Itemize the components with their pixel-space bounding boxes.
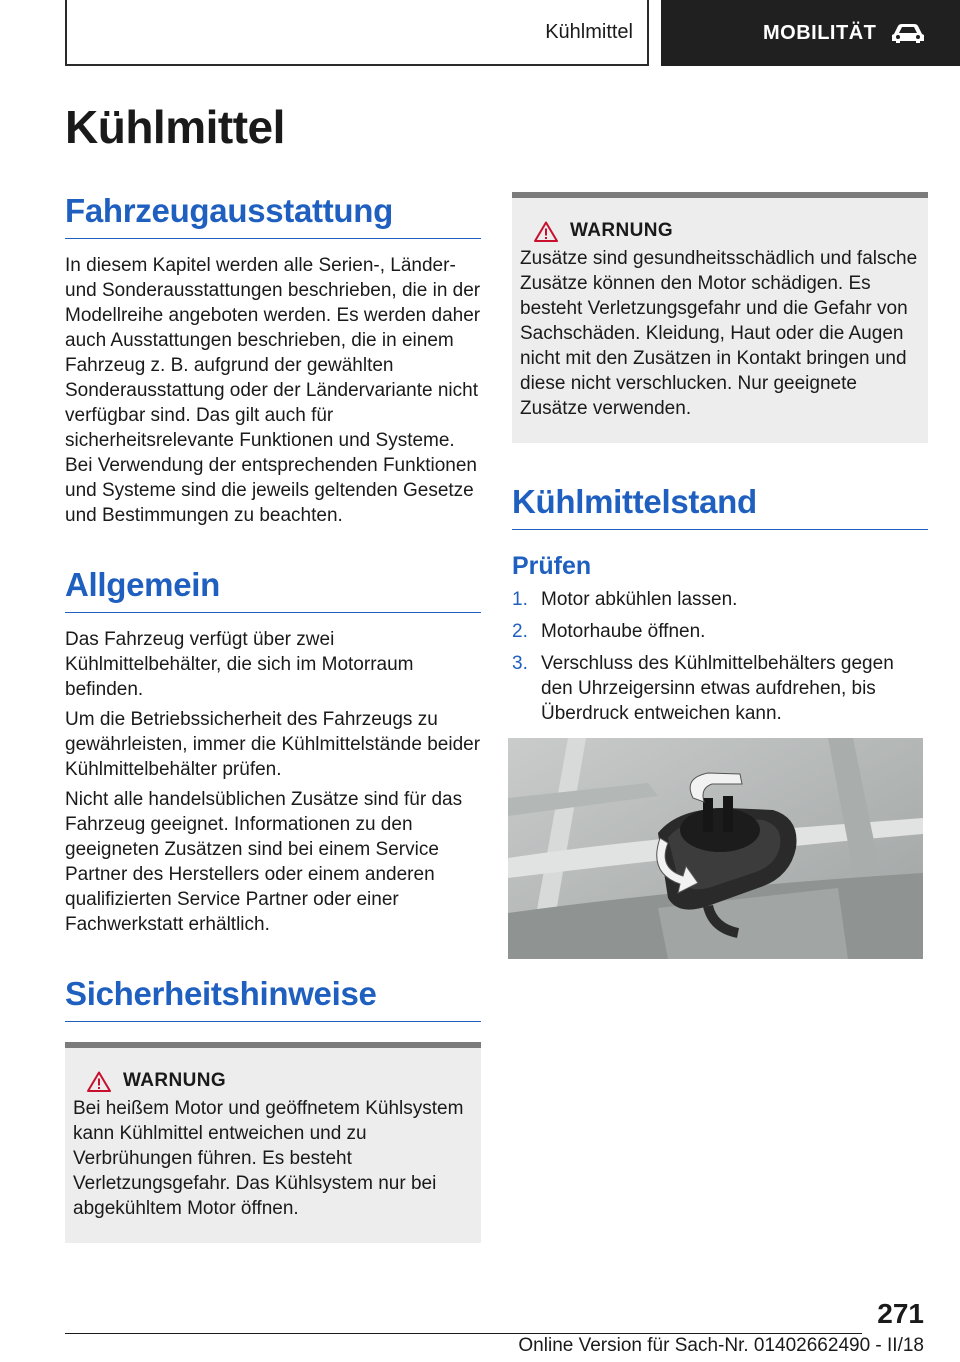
paragraph-equipment: In diesem Kapitel werden alle Serien-, Länder- und Sonderausstattungen beschrieben, die in der Modellreihe angeboten werden. Es werden daher auch Ausstattungen beschrieben, die in einem Fahrzeug z. B. aufgrund der gewählten Sonderausstattung oder der Ländervariante nicht verfügbar sind. Das gilt auch für sicherheitsrelevante Funktionen und Systeme. Bei Verwendung der entsprechenden Funktionen und Systeme sind die jeweils geltenden Gesetze und Bestimmungen zu beachten. bbox=[65, 255, 481, 526]
warning-box-additives bbox=[512, 192, 928, 443]
coolant-reservoir-photo bbox=[508, 738, 923, 959]
car-icon bbox=[890, 22, 926, 44]
step-number: 2. bbox=[512, 621, 528, 642]
warning-label: WARNUNG bbox=[570, 220, 674, 241]
page-title: Kühlmittel bbox=[65, 101, 285, 153]
step-number: 3. bbox=[512, 653, 528, 674]
paragraph-general-2: Um die Betriebssicherheit des Fahrzeugs zu gewährleisten, immer die Kühlmittelstände beider Kühlmittelbehälter prüfen. bbox=[65, 709, 481, 780]
list-item bbox=[512, 587, 928, 612]
warning-label: WARNUNG bbox=[123, 1070, 227, 1091]
warning-triangle-icon bbox=[87, 1071, 111, 1092]
section-label: MOBILITÄT bbox=[763, 21, 877, 44]
footer-online-version: Online Version für Sach-Nr. 01402662490 - II/18 bbox=[518, 1335, 924, 1356]
heading-general: Allgemein bbox=[65, 566, 481, 613]
warning-box-hot-engine bbox=[65, 1042, 481, 1243]
step-text: Motorhaube öffnen. bbox=[541, 621, 706, 642]
step-text: Verschluss des Kühlmittelbehälters gegen den Uhrzeigersinn etwas aufdrehen, bis Überdruck entweichen kann. bbox=[541, 653, 894, 724]
heading-equipment: Fahrzeugausstattung bbox=[65, 192, 481, 239]
step-text: Motor abkühlen lassen. bbox=[541, 589, 738, 610]
left-column bbox=[65, 192, 481, 1243]
footer-divider bbox=[65, 1333, 862, 1334]
paragraph-general-3: Nicht alle handelsüblichen Zusätze sind für das Fahrzeug geeignet. Informationen zu den geeigneten Zusätzen sind bei einem Service Partner des Herstellers oder einem anderen qualifizierten Service Partner oder einer Fachwerkstatt erhältlich. bbox=[65, 789, 463, 935]
heading-check: Prüfen bbox=[512, 552, 592, 580]
section-tab bbox=[661, 0, 960, 66]
warning-text: Zusätze sind gesundheitsschädlich und falsche Zusätze können den Motor schädigen. Es besteht Verletzungsgefahr und die Gefahr von Sachschäden. Kleidung, Haut oder die Augen nicht mit den Zusätzen in Kontakt bringen und diese nicht verschlucken. Nur geeignete Zusätze verwenden. bbox=[520, 248, 918, 419]
right-column bbox=[512, 192, 928, 959]
step-number: 1. bbox=[512, 589, 528, 610]
paragraph-general-1: Das Fahrzeug verfügt über zwei Kühlmittelbehälter, die sich im Motorraum befinden. bbox=[65, 629, 414, 700]
heading-coolant-level: Kühlmittelstand bbox=[512, 483, 928, 530]
chapter-tab bbox=[65, 0, 649, 66]
warning-triangle-icon bbox=[534, 221, 558, 242]
steps-list bbox=[512, 587, 928, 726]
warning-text: Bei heißem Motor und geöffnetem Kühlsystem kann Kühlmittel entweichen und zu Verbrühungen führen. Es besteht Verletzungsgefahr. Das Kühlsystem nur bei abgekühltem Motor öffnen. bbox=[73, 1098, 464, 1219]
page-number: 271 bbox=[877, 1298, 924, 1329]
chapter-label: Kühlmittel bbox=[545, 20, 633, 43]
heading-safety: Sicherheitshinweise bbox=[65, 975, 481, 1022]
list-item bbox=[512, 619, 928, 644]
list-item bbox=[512, 651, 928, 726]
